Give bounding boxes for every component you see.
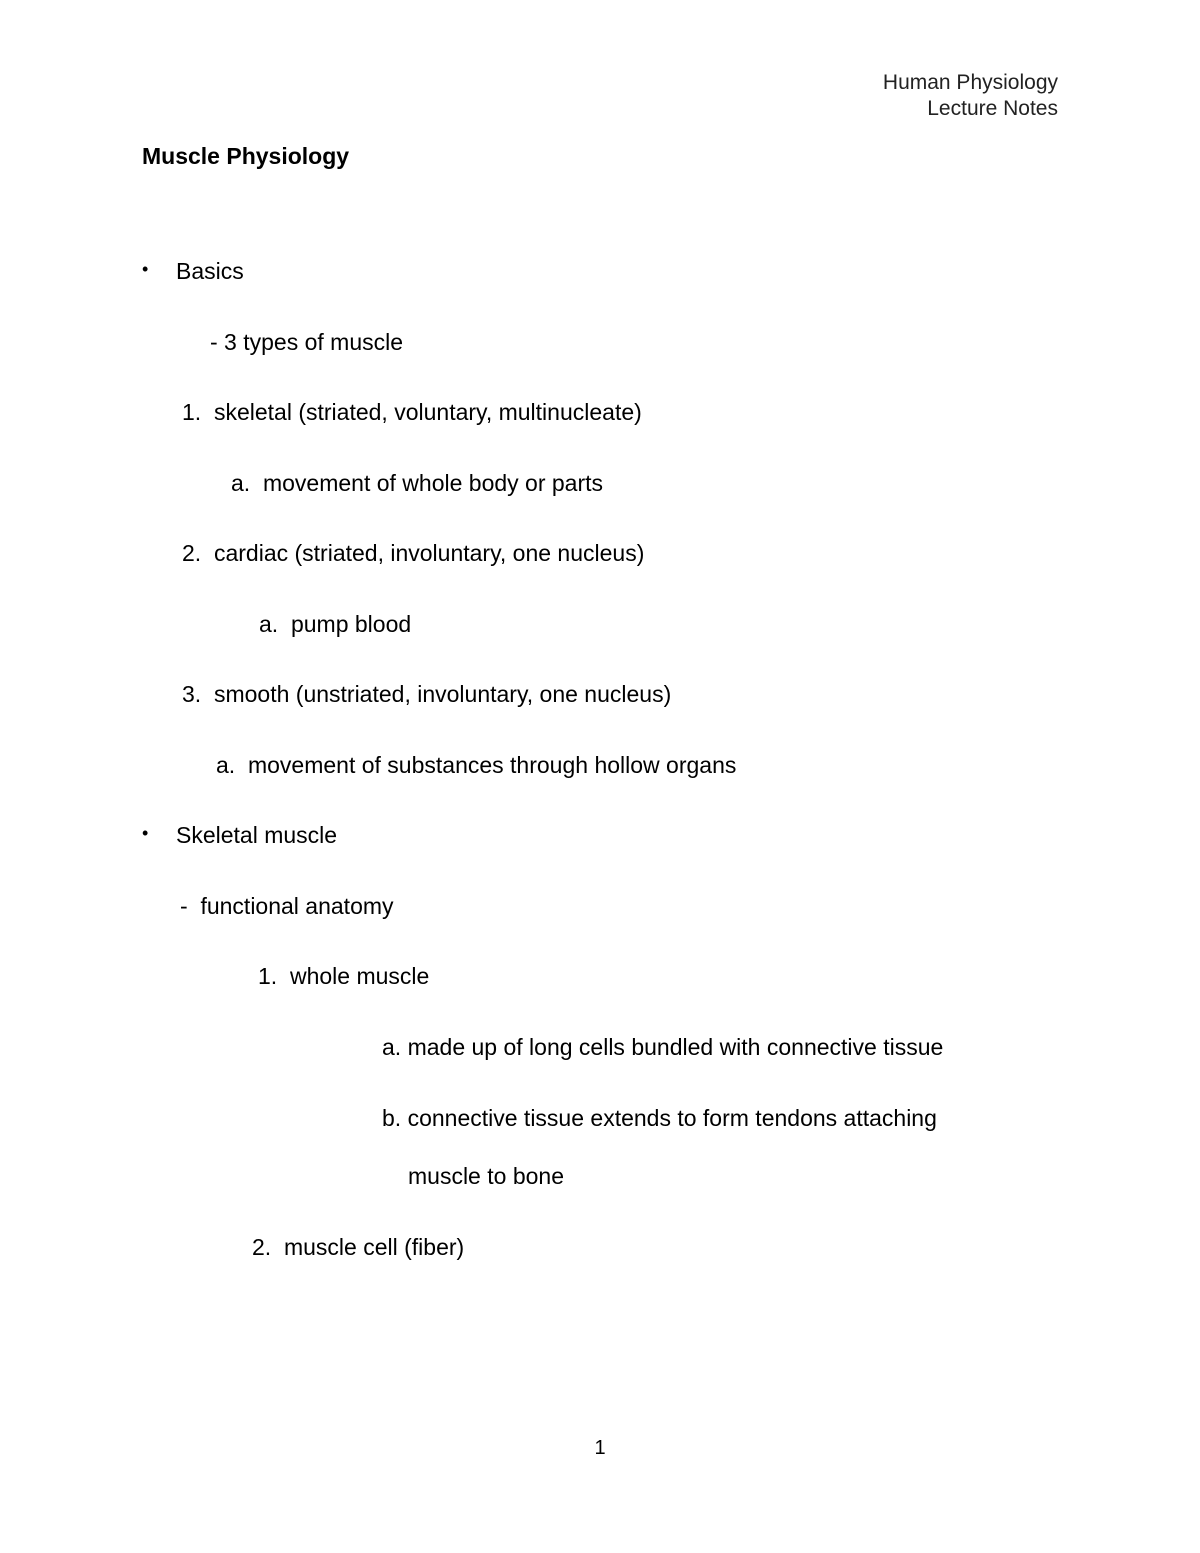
list-item-whole-a	[382, 1033, 943, 1061]
list-marker: a.	[231, 470, 251, 496]
list-item-skeletal-a	[231, 469, 603, 497]
list-item-whole-b	[382, 1104, 937, 1132]
list-item-text: connective tissue extends to form tendons attaching	[407, 1105, 937, 1131]
list-marker: 1.	[182, 399, 202, 425]
list-marker: b.	[382, 1105, 402, 1131]
dash-marker: -	[180, 893, 188, 919]
document-type: Lecture Notes	[927, 97, 1058, 120]
list-marker: 2.	[182, 540, 202, 566]
list-item-text: functional anatomy	[200, 893, 394, 919]
list-item-muscle-cell	[252, 1233, 464, 1261]
list-item-whole-b-continuation: muscle to bone	[408, 1163, 564, 1189]
list-marker: a.	[382, 1034, 402, 1060]
section-skeletal-muscle: Skeletal muscle	[176, 822, 338, 848]
page-number: 1	[594, 1437, 606, 1459]
list-item-text: movement of whole body or parts	[262, 470, 604, 496]
list-item-text: cardiac (striated, involuntary, one nucleus)	[213, 540, 645, 566]
list-item-text: made up of long cells bundled with connective tissue	[407, 1034, 944, 1060]
list-item-text: smooth (unstriated, involuntary, one nucleus)	[213, 681, 672, 707]
course-name: Human Physiology	[882, 71, 1058, 94]
list-item-cardiac-a	[259, 610, 411, 638]
list-marker: 3.	[182, 681, 202, 707]
list-item-text: pump blood	[290, 611, 412, 637]
types-of-muscle-heading: - 3 types of muscle	[210, 329, 404, 355]
bullet-skeletal-muscle: •	[142, 823, 149, 843]
list-item-skeletal	[182, 398, 642, 426]
list-item-whole-muscle	[258, 962, 429, 990]
list-item-text: movement of substances through hollow organs	[247, 752, 737, 778]
list-item-smooth	[182, 680, 671, 708]
functional-anatomy-heading	[180, 892, 394, 920]
page-header	[883, 70, 1058, 122]
list-item-text: whole muscle	[289, 963, 430, 989]
list-item-text: skeletal (striated, voluntary, multinucleate)	[213, 399, 642, 425]
list-item-smooth-a	[216, 751, 736, 779]
bullet-basics: •	[142, 259, 149, 279]
list-item-cardiac	[182, 539, 644, 567]
section-basics: Basics	[176, 258, 244, 284]
list-marker: 1.	[258, 963, 278, 989]
list-item-text: muscle cell (fiber)	[283, 1234, 465, 1260]
list-marker: 2.	[252, 1234, 272, 1260]
list-marker: a.	[216, 752, 236, 778]
document-title: Muscle Physiology	[142, 143, 350, 169]
list-marker: a.	[259, 611, 279, 637]
